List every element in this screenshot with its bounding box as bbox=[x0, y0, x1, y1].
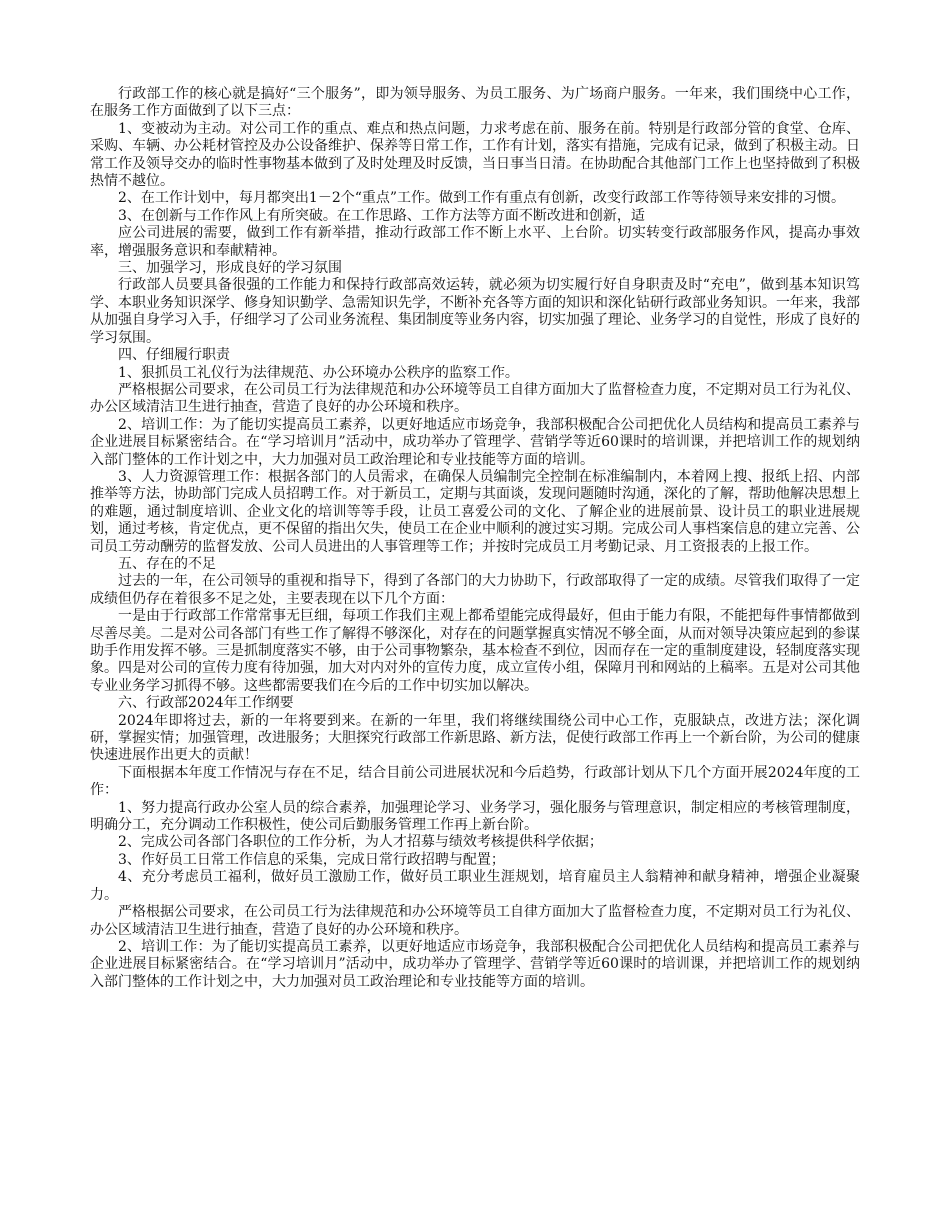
paragraph-shortcomings-list: 一是由于行政部工作常常事无巨细，每项工作我们主观上都希望能完成得最好，但由于能力有限，不能把每件事情都做到尽善尽美。二是对公司各部门有些工作了解得不够深化，对存在的问题掌握真实情况不够全面，从而对领导决策应起到的参谋助手作用发挥不够。三是抓制度落实不够，由于公司事物繁杂，基本检查不到位，因而存在一定的重制度建设，轻制度落实现象。四是对公司的宣传力度有待加强，加大对内对外的宣传力度，成立宣传小组，保障月刊和网站的上稿率。五是对公司其他专业业务学习抓得不够。这些都需要我们在今后的工作中切实加以解决。 bbox=[90, 608, 860, 694]
paragraph-duty-1: 1、狠抓员工礼仪行为法律规范、办公环境办公秩序的监察工作。 bbox=[118, 364, 519, 381]
paragraph-intro: 行政部工作的核心就是搞好“三个服务”，即为领导服务、为员工服务、为广场商户服务。一年来，我们围绕中心工作，在服务工作方面做到了以下三点： bbox=[90, 86, 860, 120]
paragraph-item-2-focus: 2、在工作计划中，每月都突出1－2个“重点”工作。做到工作有重点有创新，改变行政部工作等待领导来安排的习惯。 bbox=[118, 190, 846, 207]
section-heading-duties: 四、仔细履行职责 bbox=[118, 347, 230, 364]
paragraph-plan-item-2: 2、完成公司各部门各职位的工作分析，为人才招募与绩效考核提供科学依据； bbox=[118, 834, 603, 851]
paragraph-hr: 3、人力资源管理工作：根据各部门的人员需求，在确保人员编制完全控制在标准编制内，本着网上搜、报纸上招、内部推举等方法，协助部门完成人员招聘工作。对于新员工，定期与其面谈，发现问题随时沟通，深化的了解，帮助他解决思想上的难题，通过制度培训、企业文化的培训等等手段，让员工喜爱公司的文化、了解企业的进展前景、设计员工的职业进展规划，通过考核，肯定优点，更不保留的指出欠失，使员工在企业中顺利的渡过实习期。完成公司人事档案信息的建立完善、公司员工劳动酬劳的监督发放、公司人员进出的人事管理等工作；并按时完成员工月考勤记录、月工资报表的上报工作。 bbox=[90, 468, 860, 555]
paragraph-plan-intro: 2024年即将过去，新的一年将要到来。在新的一年里，我们将继续围绕公司中心工作，克服缺点，改进方法；深化调研，掌握实情；加强管理，改进服务；大胆探究行政部工作新思路、新方法，促使行政部工作再上一个新台阶，为公司的健康快速进展作出更大的贡献！ bbox=[90, 712, 860, 764]
paragraph-item-3-continued: 应公司进展的需要，做到工作有新举措，推动行政部工作不断上水平、上台阶。切实转变行政部服务作风，提高办事效率，增强服务意识和奉献精神。 bbox=[90, 225, 860, 259]
paragraph-plan-basis: 下面根据本年度工作情况与存在不足，结合目前公司进展状况和今后趋势，行政部计划从下几个方面开展2024年度的工作： bbox=[90, 764, 860, 799]
paragraph-plan-item-1: 1、努力提高行政办公室人员的综合素养，加强理论学习、业务学习，强化服务与管理意识，制定相应的考核管理制度，明确分工，充分调动工作积极性，使公司后勤服务管理工作再上新台阶。 bbox=[90, 799, 860, 834]
paragraph-shortcomings-intro: 过去的一年，在公司领导的重视和指导下，得到了各部门的大力协助下，行政部取得了一定的成绩。尽管我们取得了一定成绩但仍存在着很多不足之处，主要表现在以下几个方面： bbox=[90, 573, 860, 607]
paragraph-training: 2、培训工作：为了能切实提高员工素养，以更好地适应市场竞争，我部积极配合公司把优化人员结构和提高员工素养与企业进展目标紧密结合。在“学习培训月”活动中，成功举办了管理学、营销学等近60课时的培训课，并把培训工作的规划纳入部门整体的工作计划之中，大力加强对员工政治理论和专业技能等方面的培训。 bbox=[90, 416, 860, 468]
section-heading-plan: 六、行政部2024年工作纲要 bbox=[118, 695, 294, 712]
paragraph-learning: 行政部人员要具备很强的工作能力和保持行政部高效运转，就必须为切实履行好自身职责及时“充电”，做到基本知识笃学、本职业务知识深学、修身知识勤学、急需知识先学，不断补充各等方面的知识和深化钻研行政部业务知识。一年来，我部从加强自身学习入手，仔细学习了公司业务流程、集团制度等业务内容，切实加强了理论、业务学习的自觉性，形成了良好的学习氛围。 bbox=[90, 277, 860, 346]
paragraph-item-3-innovation: 3、在创新与工作作风上有所突破。在工作思路、工作方法等方面不断改进和创新，适 bbox=[118, 207, 645, 224]
document-page bbox=[90, 86, 860, 991]
paragraph-item-1-proactive: 1、变被动为主动。对公司工作的重点、难点和热点问题，力求考虑在前、服务在前。特别是行政部分管的食堂、仓库、采购、车辆、办公耗材管控及办公设备维护、保养等日常工作，工作有计划，落实有措施，完成有记录，做到了积极主动。日常工作及领导交办的临时性事物基本做到了及时处理及时反馈，当日事当日清。在协助配合其他部门工作上也坚持做到了积极热情不越位。 bbox=[90, 120, 860, 190]
paragraph-plan-item-4: 4、充分考虑员工福利，做好员工激励工作，做好员工职业生涯规划，培育雇员主人翁精神和献身精神，增强企业凝聚力。 bbox=[90, 869, 860, 903]
section-heading-learning: 三、加强学习，形成良好的学习氛围 bbox=[118, 260, 342, 277]
section-heading-shortcomings: 五、存在的不足 bbox=[118, 555, 216, 572]
paragraph-inspection: 严格根据公司要求，在公司员工行为法律规范和办公环境等员工自律方面加大了监督检查力度，不定期对员工行为礼仪、办公区域清洁卫生进行抽查，营造了良好的办公环境和秩序。 bbox=[90, 381, 860, 416]
paragraph-training-repeat: 2、培训工作：为了能切实提高员工素养，以更好地适应市场竞争，我部积极配合公司把优化人员结构和提高员工素养与企业进展目标紧密结合。在“学习培训月”活动中，成功举办了管理学、营销学等近60课时的培训课，并把培训工作的规划纳入部门整体的工作计划之中，大力加强对员工政治理论和专业技能等方面的培训。 bbox=[90, 938, 860, 990]
paragraph-plan-item-3: 3、作好员工日常工作信息的采集，完成日常行政招聘与配置； bbox=[118, 851, 505, 868]
paragraph-inspection-repeat: 严格根据公司要求，在公司员工行为法律规范和办公环境等员工自律方面加大了监督检查力度，不定期对员工行为礼仪、办公区域清洁卫生进行抽查，营造了良好的办公环境和秩序。 bbox=[90, 904, 860, 938]
